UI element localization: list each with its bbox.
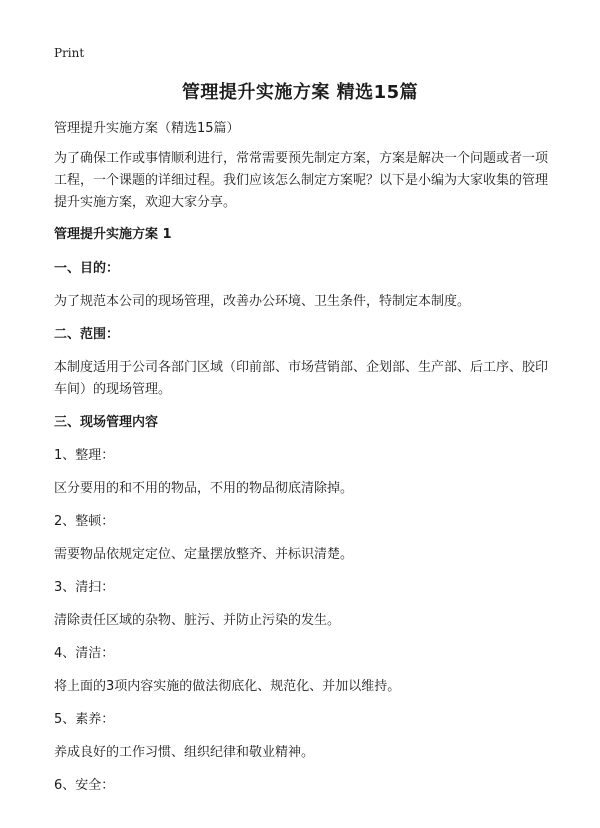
- paragraph: 需要物品依规定定位、定量摆放整齐、并标识清楚。: [54, 547, 354, 562]
- spacer: [54, 665, 548, 676]
- spacer: [54, 764, 548, 775]
- section-heading: 一、目的：: [54, 261, 120, 276]
- print-link[interactable]: Print: [54, 46, 85, 60]
- section-title: 管理提升实施方案 1: [54, 227, 172, 242]
- paragraph: 将上面的3项内容实施的做法彻底化、规范化、并加以维持。: [54, 679, 401, 694]
- spacer: [54, 401, 548, 412]
- paragraph: 本制度适用于公司各部门区域（印前部、市场营销部、企划部、生产部、后工序、胶印车间）的现场管理。: [54, 360, 549, 397]
- spacer: [54, 566, 548, 577]
- spacer: [54, 632, 548, 643]
- paragraph: 清除责任区域的杂物、脏污、并防止污染的发生。: [54, 613, 341, 628]
- spacer: [54, 467, 548, 478]
- section-heading: 三、现场管理内容: [54, 415, 159, 430]
- paragraph: 区分要用的和不用的物品，不用的物品彻底清除掉。: [54, 481, 354, 496]
- intro-paragraph: 为了确保工作或事情顺利进行，常常需要预先制定方案，方案是解决一个问题或者一项工程，一个课题的详细过程。我们应该怎么制定方案呢？以下是小编为大家收集的管理提升实施方案，欢迎大家分享。: [54, 151, 549, 210]
- spacer: [54, 500, 548, 511]
- paragraph: 5、素养：: [54, 712, 115, 727]
- spacer: [54, 698, 548, 709]
- page-title: 管理提升实施方案 精选15篇: [181, 82, 419, 103]
- section-heading: 二、范围：: [54, 327, 120, 342]
- spacer: [54, 599, 548, 610]
- paragraph: 6、安全：: [54, 778, 115, 793]
- paragraph: 3、清扫：: [54, 580, 115, 595]
- spacer: [54, 280, 548, 291]
- paragraph: 4、清洁：: [54, 646, 115, 661]
- paragraph: 为了规范本公司的现场管理，改善办公环境、卫生条件，特制定本制度。: [54, 294, 471, 309]
- spacer: [54, 533, 548, 544]
- content-blocks: [54, 258, 548, 797]
- spacer: [54, 731, 548, 742]
- spacer: [54, 434, 548, 445]
- spacer: [54, 346, 548, 357]
- document-subtitle: 管理提升实施方案（精选15篇）: [54, 121, 240, 136]
- spacer: [54, 313, 548, 324]
- paragraph: 养成良好的工作习惯、组织纪律和敬业精神。: [54, 745, 315, 760]
- document-body: [54, 118, 548, 797]
- paragraph: 2、整顿：: [54, 514, 115, 529]
- paragraph: 1、整理：: [54, 448, 115, 463]
